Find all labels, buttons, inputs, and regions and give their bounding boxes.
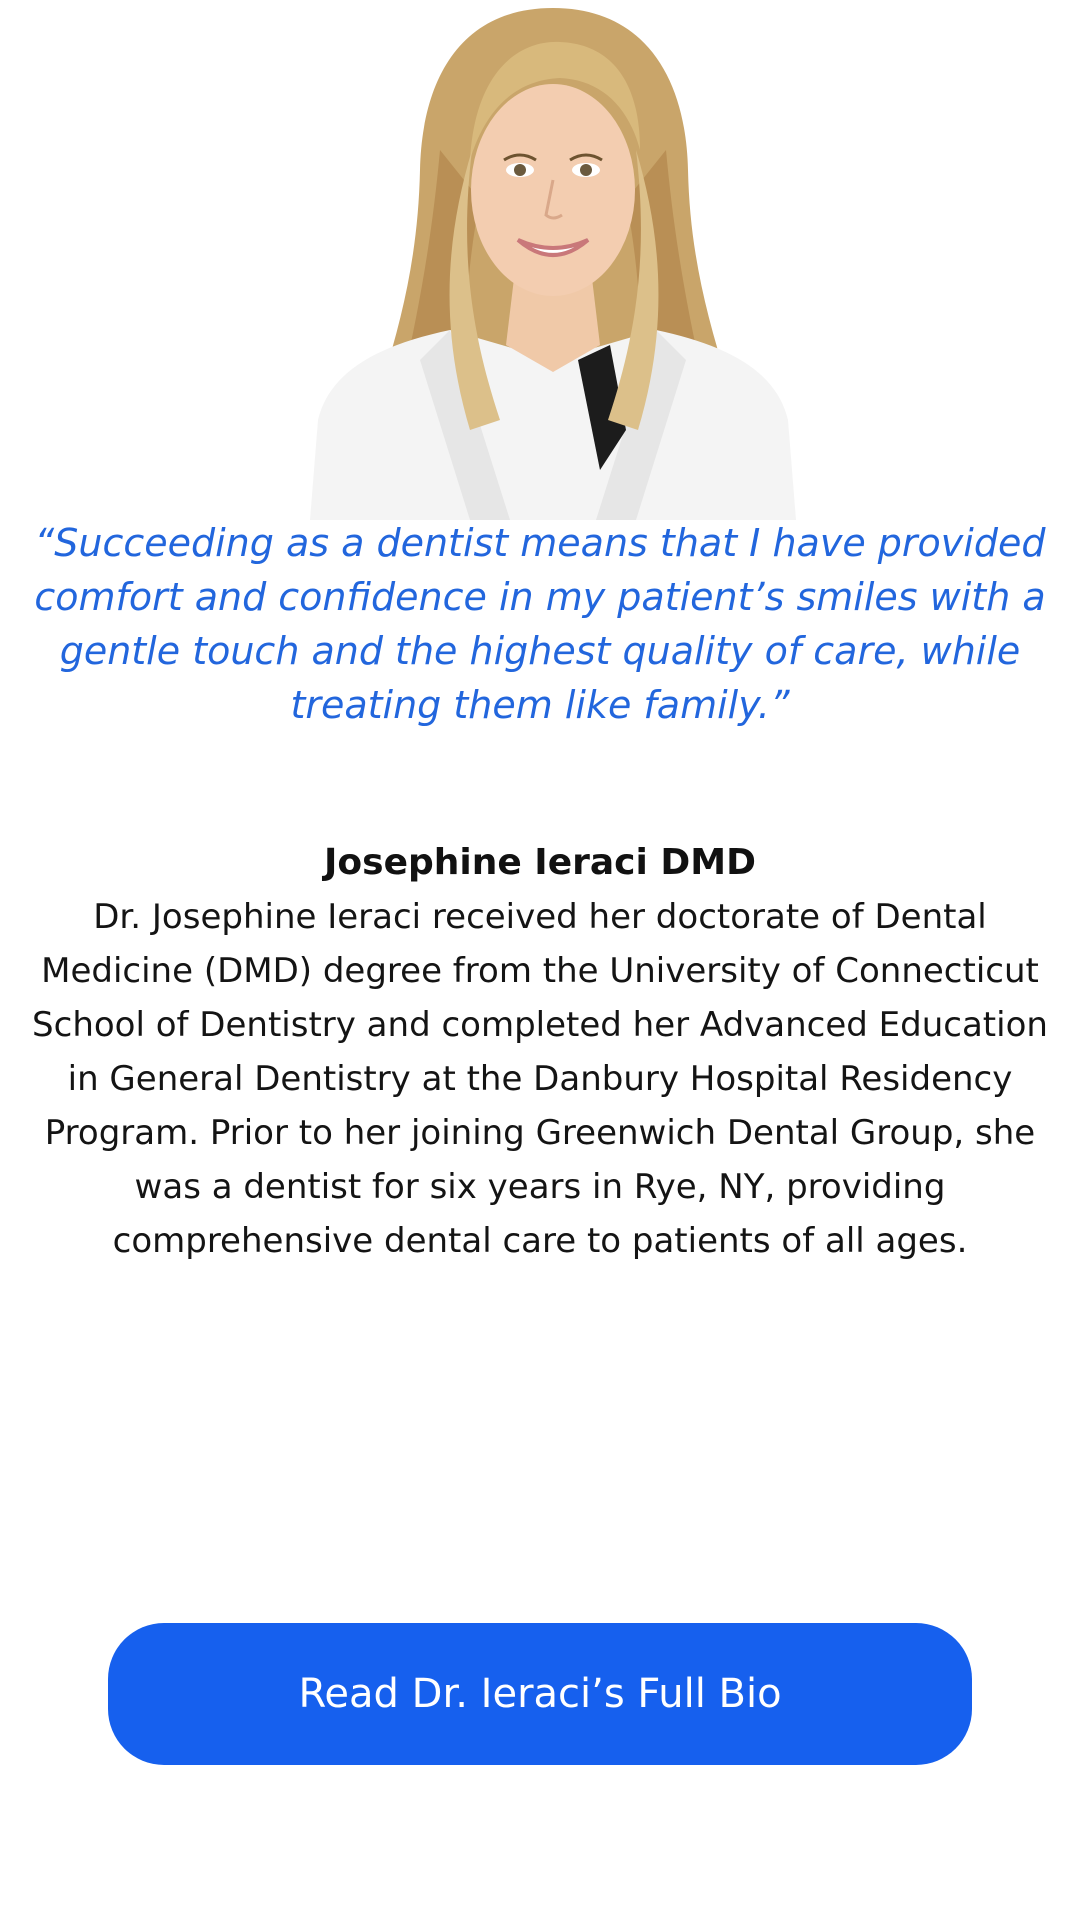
doctor-quote: “Succeeding as a dentist means that I have provided comfort and confidence in my patient’s smiles with a gentle touch and the highest quality of care, while treating them like family.” [34,521,1046,727]
doctor-name: Josephine Ieraci DMD [324,842,756,883]
doctor-bio: Dr. Josephine Ieraci received her doctorate of Dental Medicine (DMD) degree from the University of Connecticut School of Dentistry and completed her Advanced Education in General Dentistry at the Danbury Hospital Residency Program. Prior to her joining Greenwich Dental Group, she was a dentist for six years in Rye, NY, providing comprehensive dental care to patients of all ages. [32,897,1048,1261]
doctor-portrait [310,0,796,520]
read-full-bio-button[interactable]: Read Dr. Ieraci’s Full Bio [108,1623,972,1765]
